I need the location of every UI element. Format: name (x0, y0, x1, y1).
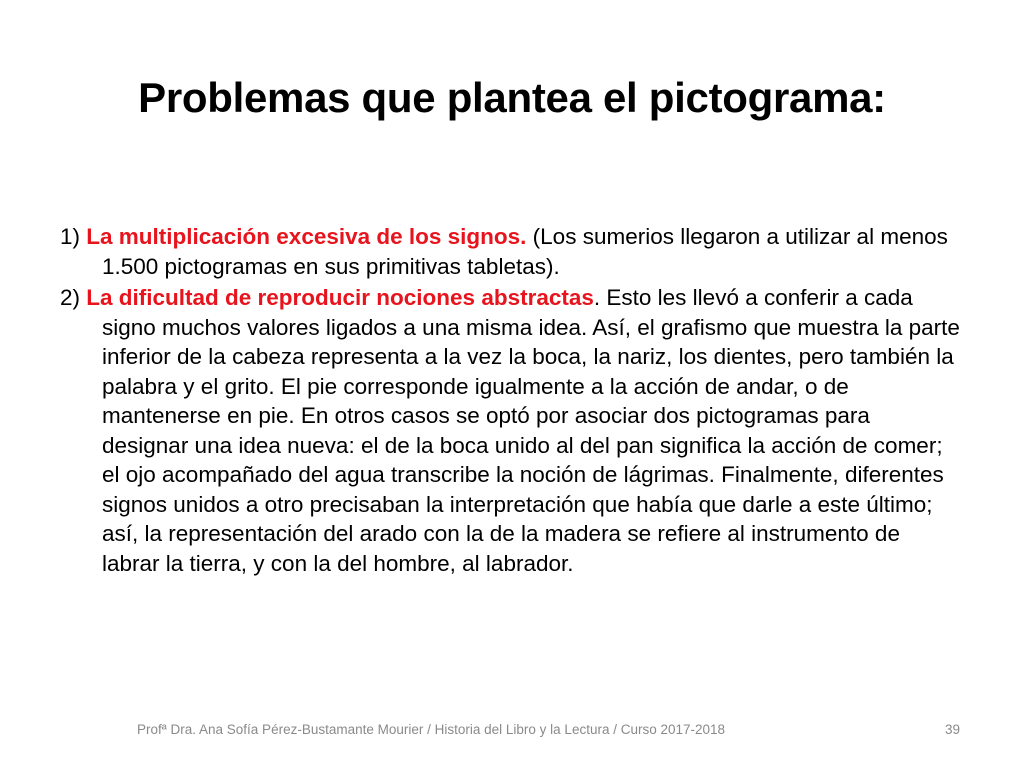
slide-body (60, 222, 960, 580)
item-2-highlight: La dificultad de reproducir nociones abstractas (86, 285, 594, 310)
item-2-number: 2) (60, 285, 87, 310)
list-item-1 (60, 222, 960, 281)
item-2-text: . Esto les llevó a conferir a cada signo muchos valores ligados a una misma idea. Así, el grafismo que muestra la parte inferior de la cabeza representa a la vez la boca, la nariz, los dientes, pero también la palabra y el grito. El pie corresponde igualmente a la acción de andar, o de mantenerse en pie. En otros casos se optó por asociar dos pictogramas para designar una idea nueva: el de la boca unido al del pan significa la acción de comer; el ojo acompañado del agua transcribe la noción de lágrimas. Finalmente, diferentes signos unidos a otro precisaban la interpretación que había que darle a este último; así, la representación del arado con la de la madera se refiere al instrumento de labrar la tierra, y con la del hombre, al labrador. (102, 285, 960, 576)
item-1-highlight: La multiplicación excesiva de los signos. (86, 224, 527, 249)
item-1-text: (Los sumerios llegaron a utilizar al menos 1.500 pictogramas en sus primitivas tabletas). (102, 224, 948, 279)
footer-text: Profª Dra. Ana Sofía Pérez-Bustamante Mourier / Historia del Libro y la Lectura / Curso 2017-2018 (137, 722, 726, 737)
list-item-2 (60, 283, 960, 578)
slide-title: Problemas que plantea el pictograma: (138, 74, 886, 121)
item-1-number: 1) (60, 224, 87, 249)
slide-number: 39 (945, 722, 961, 737)
